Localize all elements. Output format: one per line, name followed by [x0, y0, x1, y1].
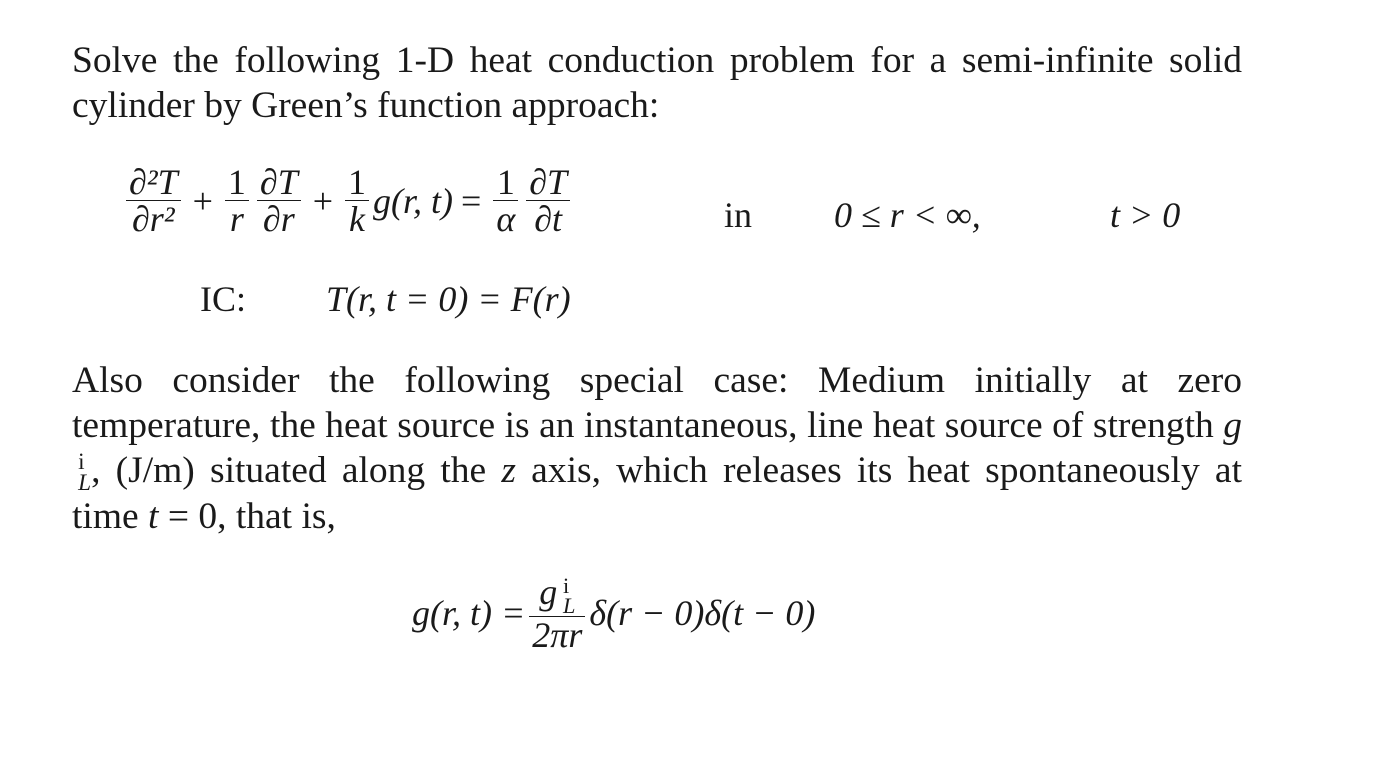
time-domain: t > 0 [1110, 195, 1181, 235]
heat-equation: $\frac{\text{∂²T}}{\text{∂r²}}$ + $\frac{1}{r}$ $\frac{\partial T}{\partial r}$ + $\frac{1}{k}$ g(r, t) = $\frac{1}{\alpha}$ $\frac{\partial T}{\partial t}$ [122, 164, 574, 237]
radial-domain: 0 ≤ r < ∞, [834, 195, 981, 235]
source-term: g(r, t) [373, 180, 454, 221]
first-derivative-term: $\frac{\partial T}{\partial r}$ [257, 164, 301, 237]
in-word: in [724, 195, 753, 235]
special-case-statement: Also consider the following special case: Medium initially at zero temperature, the heat source is an instantaneous, line heat source of strength g i L , (J/m) situated along the z axis, which releases its heat spontaneously at time t = 0, that is, [72, 360, 1242, 538]
time-derivative-term: $\frac{\partial T}{\partial t}$ [526, 164, 570, 237]
one-over-alpha: $\frac{1}{\alpha}$ [493, 164, 518, 237]
ic-label: IC: [200, 279, 247, 319]
source-fraction: g i L 2πr [529, 574, 585, 653]
one-over-k: $\frac{1}{k}$ [345, 164, 369, 237]
second-derivative-term: $\frac{\text{∂²T}}{\text{∂r²}}$ [126, 164, 181, 237]
problem-statement: Solve the following 1-D heat conduction problem for a semi-infinite solid cylinder by Green’s function approach: [72, 40, 1242, 126]
one-over-r: $\frac{1}{r}$ [225, 164, 249, 237]
initial-condition: T(r, t = 0) = F(r) [326, 279, 571, 319]
source-equation: g(r, t) = g i L 2πr δ(r − 0)δ(t − 0) [412, 572, 816, 655]
line-source-strength: g i L [78, 405, 1242, 497]
